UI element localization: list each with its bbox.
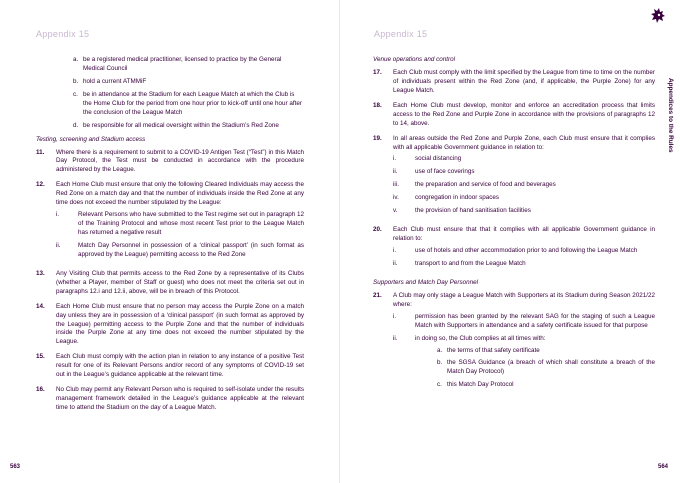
- list-item: a. be a registered medical practitioner, licensed to practice by the General Medical Council: [73, 56, 282, 72]
- left-page-header: Appendix 15: [36, 29, 90, 39]
- side-tab-label: Appendices to the Rules: [667, 78, 674, 153]
- section-heading: Testing, screening and Stadium access: [36, 135, 146, 143]
- right-page-header: Appendix 15: [374, 29, 428, 39]
- list-item: a. the terms of that safety certificate: [437, 346, 540, 354]
- section-heading: Supporters and Match Day Personnel: [373, 278, 479, 286]
- paragraph-12: 12. Each Home Club must ensure that only the following Cleared Individuals may access the Red Zone on a match day and that the number of individuals inside the Red Zone at any time does not exceed the number stipulated by the League: i. Relevant Persons who have submitted to the Test regime set out in paragraph 12 of the Training Protocol and whose most recent Test prior to the League Match has returned a negative result ii. Match Day Personnel in possession of a ‘clinical passport’ (in such format as approved by the League) permitting access to the Red Zone: [36, 181, 304, 258]
- list-item: c. be in attendance at the Stadium for each League Match at which the Club is the Home Club for the period from one hour prior to kick-off until one hour after the conclusion of the League Match: [73, 90, 302, 116]
- list-item: c. this Match Day Protocol: [437, 381, 514, 389]
- list-item: ii. use of face coverings: [393, 168, 475, 176]
- list-item: b. the SGSA Guidance (a breach of which shall constitute a breach of the Match Day Protocol): [437, 359, 655, 376]
- paragraph-13: 13. Any Visiting Club that permits access to the Red Zone by a representative of its Clubs (whether a Player, member of Staff or guest) who does not meet the criteria set out in paragraphs 12.i and 12.ii, above, will be in breach of this Protocol.: [36, 269, 304, 295]
- paragraph-16: 16. No Club may permit any Relevant Person who is required to self-isolate under the results management framework detailed in the League’s guidance applicable at the relevant time to attend the Stadium on the day of a League Match.: [36, 386, 304, 411]
- page-number: 563: [10, 464, 21, 470]
- list-item: b. hold a current ATMMiF: [73, 77, 147, 85]
- list-item: ii. Match Day Personnel in possession of a ‘clinical passport’ (in such format as approved by the League) permitting access to the Red Zone: [56, 241, 304, 258]
- paragraph-19: 19. In all areas outside the Red Zone and Purple Zone, each Club must ensure that it complies with all applicable Government guidance in relation to: i. social distancing ii. use of face coverings iii. the preparation and service of food and beverages iv. congregation in indoor spaces v. the provision of hand sanitisation facilities: [373, 134, 655, 215]
- left-page-content: [36, 56, 304, 419]
- paragraph-21: 21. A Club may only stage a League Match with Supporters at its Stadium during Season 2021/22 where: i. permission has been granted by the relevant SAG for the staging of such a League Match with Supporters in attendance and a safety certificate issued for that purpose ii. in doing so, the Club complies at all times with: a. the terms of that safety certificate b. the SGSA Guidance (a breach of which shall constitute a breach of the Match Day Protocol) c. this Match Day Protocol: [373, 292, 655, 398]
- list-item: v. the provision of hand sanitisation facilities: [393, 207, 531, 215]
- paragraph-14: 14. Each Home Club must ensure that no person may access the Purple Zone on a match day unless they are in possession of a ‘clinical passport’ (in such format as approved by the League) permitting access to the Purple Zone and that the number of individuals inside the Purple Zone at any time does not exceed the number stipulated by the League.: [36, 302, 304, 346]
- list-item: iv. congregation in indoor spaces: [393, 194, 500, 202]
- list-item: ii. transport to and from the League Match: [393, 259, 526, 267]
- lion-logo-icon: [648, 6, 668, 26]
- list-item: i. social distancing: [393, 155, 462, 163]
- paragraph-17: 17. Each Club must comply with the limit specified by the League from time to time on the number of individuals present within the Red Zone (and, if applicable, the Purple Zone) for any League Match.: [373, 68, 655, 94]
- list-item: i. use of hotels and other accommodation prior to and following the League Match: [393, 247, 638, 254]
- paragraph-15: 15. Each Club must comply with the action plan in relation to any instance of a positive Test result for one of its Relevant Persons and/or record of any symptoms of COVID-19 set out in the League’s guidance applicable at the relevant time.: [36, 353, 304, 379]
- paragraph-20: 20. Each Club must ensure that that it complies with all applicable Government guidance in relation to: i. use of hotels and other accommodation prior to and following the League Match ii. transport to and from the League Match: [373, 226, 655, 267]
- list-item: i. Relevant Persons who have submitted to the Test regime set out in paragraph 12 of the Training Protocol and whose most recent Test prior to the League Match has returned a negative result: [56, 211, 304, 236]
- list-item: d. be responsible for all medical oversight within the Stadium’s Red Zone: [73, 121, 279, 129]
- list-item: ii. in doing so, the Club complies at all times with: a. the terms of that safety certificate b. the SGSA Guidance (a breach of which shall constitute a breach of the Match Day Protocol) c. this Match Day Protocol: [393, 334, 655, 389]
- list-item: iii. the preparation and service of food and beverages: [393, 181, 556, 189]
- section-heading: Venue operations and control: [373, 56, 456, 63]
- paragraph-11: 11. Where there is a requirement to submit to a COVID-19 Antigen Test (“Test”) in this Match Day Protocol, the Test must be conducted in accordance with the procedure administered by the League.: [36, 148, 304, 174]
- list-item: i. permission has been granted by the relevant SAG for the staging of such a League Match with Supporters in attendance and a safety certificate issued for that purpose: [393, 312, 655, 329]
- page-number: 564: [658, 464, 669, 470]
- right-page-content: [373, 56, 655, 404]
- right-page: [340, 0, 680, 483]
- paragraph-18: 18. Each Home Club must develop, monitor and enforce an accreditation process that limits access to the Red Zone and Purple Zone in accordance with the provisions of paragraphs 12 to 14, above.: [373, 101, 655, 127]
- medical-requirements-list: [73, 56, 304, 131]
